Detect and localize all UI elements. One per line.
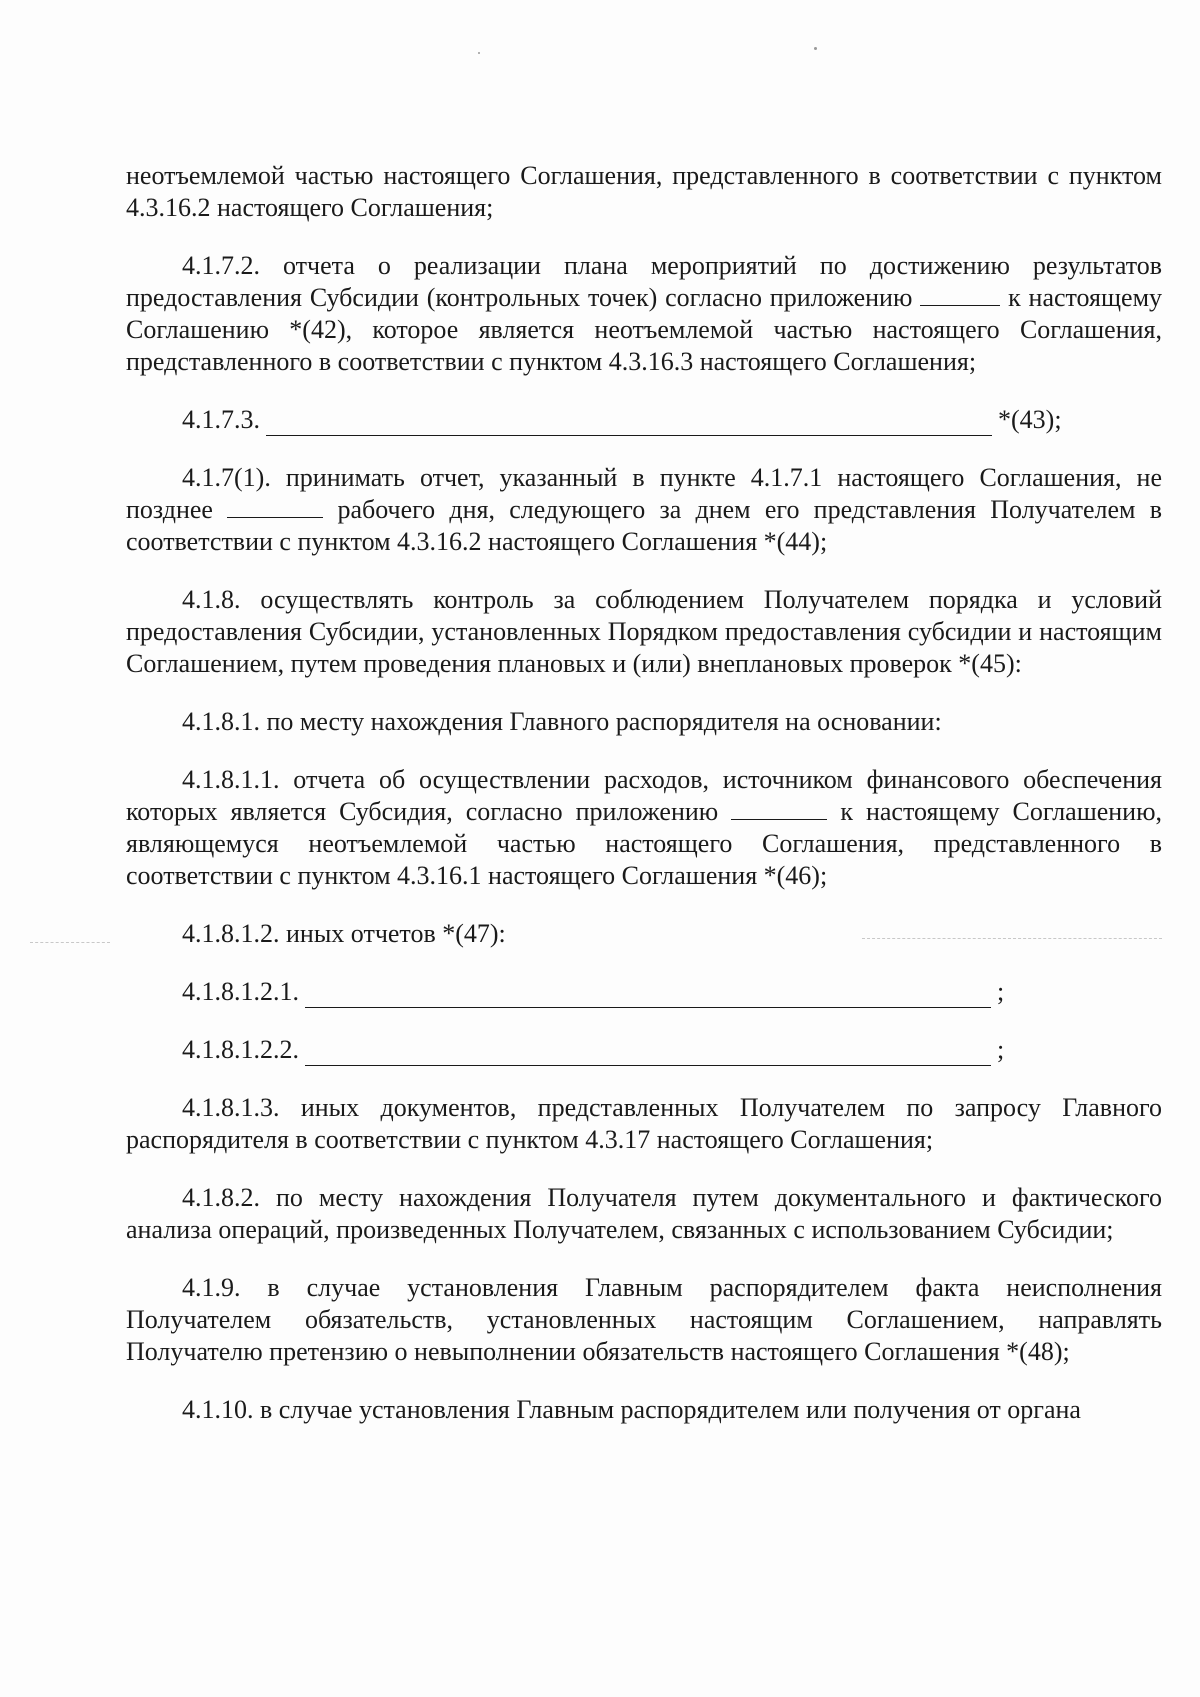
paragraph-4-1-7-1-bracket [126, 462, 1162, 558]
paragraph-4-1-8-1-2-1 [182, 976, 1162, 1008]
blank-line [266, 411, 992, 436]
paragraph-continuation: неотъемлемой частью настоящего Соглашения, представленного в соответствии с пунктом 4.3.16.2 настоящего Соглашения; [126, 161, 1162, 222]
blank-line [305, 1041, 991, 1066]
document-body [126, 160, 1162, 1452]
scan-artifact-left [30, 942, 110, 944]
blank-appendix-number [731, 797, 827, 820]
paragraph-4-1-8-1-2: 4.1.8.1.2. иных отчетов *(47): [182, 919, 506, 948]
blank-days [227, 495, 323, 518]
item-label: 4.1.8.1.2.2. [182, 1035, 299, 1064]
paragraph-4-1-8: 4.1.8. осуществлять контроль за соблюдением Получателем порядка и условий предоставления Субсидии, установленных Порядком предоставления субсидии и настоящим Соглашением, путем проведения плановых и (или) внеплановых проверок *(45): [126, 585, 1162, 678]
paragraph-4-1-7-2 [126, 250, 1162, 378]
paragraph-text: 4.1.7(1). принимать отчет, указанный в пункте 4.1.7.1 настоящего Соглашения, не позднее [126, 463, 1162, 524]
item-label: 4.1.8.1.2.1. [182, 977, 299, 1006]
paragraph-text: 4.1.8.1.1. отчета об осуществлении расходов, источником финансового обеспечения которых является Субсидия, согласно приложению [126, 765, 1162, 826]
paragraph-text: рабочего дня, следующего за днем его представления Получателем в соответствии с пунктом 4.3.16.2 настоящего Соглашения *(44); [126, 495, 1163, 556]
item-end: ; [997, 977, 1005, 1006]
paragraph-4-1-8-1-1 [126, 764, 1162, 892]
paragraph-text: 4.1.7.2. отчета о реализации плана мероприятий по достижению результатов предоставления Субсидии (контрольных точек) согласно приложению [126, 251, 1162, 312]
scan-speck [814, 47, 817, 50]
paragraph-4-1-10: 4.1.10. в случае установления Главным распорядителем или получения от органа [182, 1395, 1081, 1424]
paragraph-4-1-7-3 [182, 404, 1162, 436]
scan-speck [478, 52, 480, 54]
paragraph-4-1-8-1-3: 4.1.8.1.3. иных документов, представленных Получателем по запросу Главного распорядителя в соответствии с пунктом 4.3.17 настоящего Соглашения; [126, 1093, 1162, 1154]
paragraph-4-1-9: 4.1.9. в случае установления Главным распорядителем факта неисполнения Получателем обязательств, установленных настоящим Соглашением, направлять Получателю претензию о невыполнении обязательств настоящего Соглашения *(48); [126, 1273, 1162, 1366]
item-end: ; [997, 1035, 1005, 1064]
item-label: 4.1.7.3. [182, 405, 260, 434]
paragraph-4-1-8-1: 4.1.8.1. по месту нахождения Главного распорядителя на основании: [182, 707, 942, 736]
blank-line [305, 983, 991, 1008]
paragraph-4-1-8-1-2-2 [182, 1034, 1162, 1066]
footnote-ref: *(43); [998, 405, 1062, 434]
paragraph-text: к настоящему Соглашению *(42), которое является неотъемлемой частью настоящего Соглашения, представленного в соответствии с пунктом 4.3.16.3 настоящего Соглашения; [126, 283, 1163, 376]
blank-appendix-number [920, 283, 1000, 306]
paragraph-4-1-8-2: 4.1.8.2. по месту нахождения Получателя путем документального и фактического анализа операций, произведенных Получателем, связанных с использованием Субсидии; [126, 1183, 1162, 1244]
paragraph-text: к настоящему Соглашению, являющемуся неотъемлемой частью настоящего Соглашения, представленного в соответствии с пунктом 4.3.16.1 настоящего Соглашения *(46); [126, 797, 1163, 890]
